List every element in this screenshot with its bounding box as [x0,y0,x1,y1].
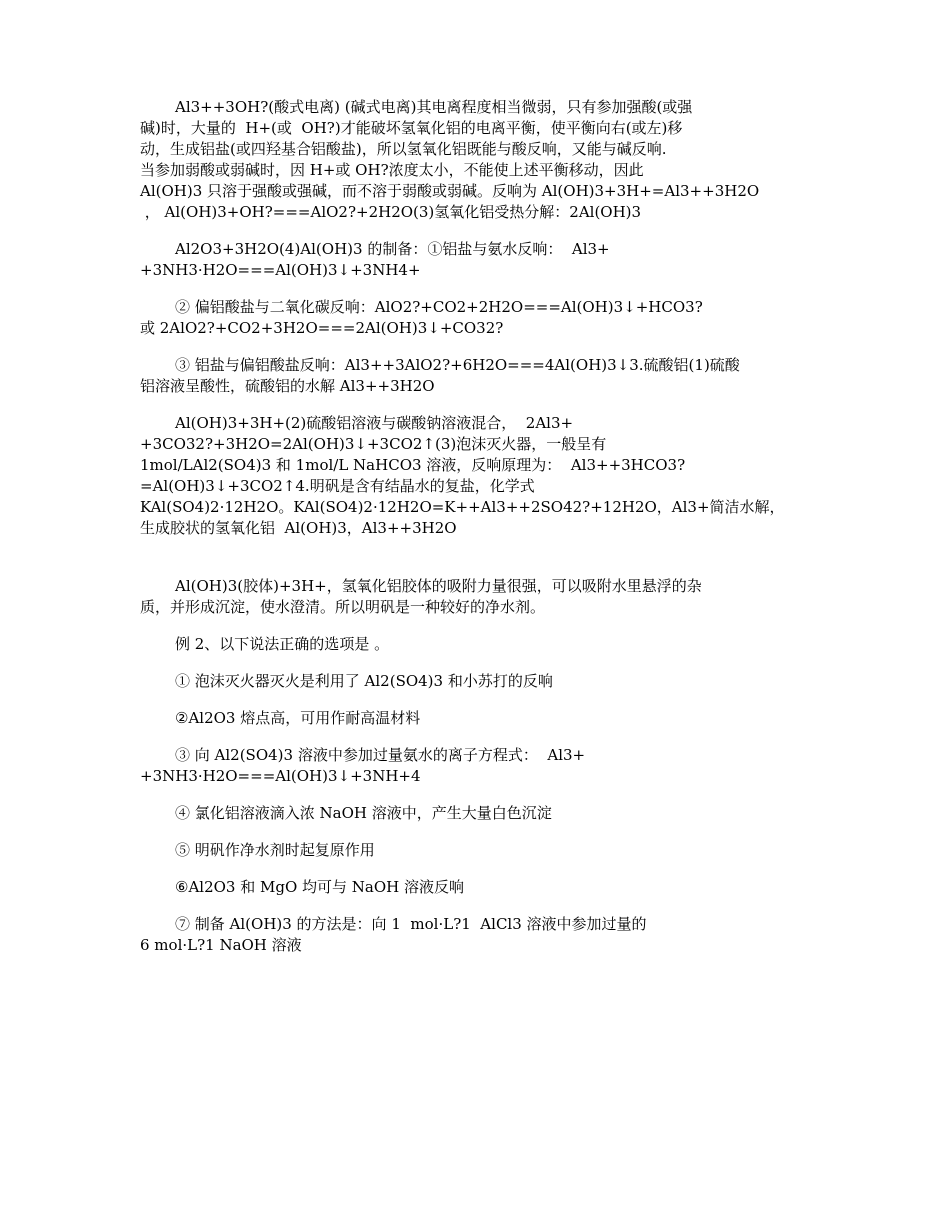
text-line: Al(OH)3+3H+(2)硫酸铝溶液与碳酸钠溶液混合， 2Al3+ [175,414,574,432]
text-line: Al2O3+3H2O(4)Al(OH)3 的制备：①铝盐与氨水反响： Al3+ [175,240,610,258]
text-line: +3NH3·H2O===Al(OH)3↓+3NH+4 [140,767,421,785]
paragraph-1 [140,97,805,223]
option-1 [140,671,805,692]
text-line: +3NH3·H2O===Al(OH)3↓+3NH4+ [140,261,421,279]
option-7 [140,914,805,956]
text-line: 碱)时，大量的 H+(或 OH?)才能破坏氢氧化铝的电离平衡，使平衡向右(或左)移 [140,119,683,137]
text-line: ⑦ 制备 Al(OH)3 的方法是：向 1 mol·L?1 AlCl3 溶液中参加过量的 [175,915,647,933]
text-line: ②Al2O3 熔点高，可用作耐高温材料 [175,709,421,727]
text-line: ⑥Al2O3 和 MgO 均可与 NaOH 溶液反响 [175,878,465,896]
text-line: 生成胶状的氢氧化铝 Al(OH)3，Al3++3H2O [140,519,457,537]
document-body [140,97,805,972]
paragraph-6 [140,576,805,618]
text-line: 6 mol·L?1 NaOH 溶液 [140,936,302,954]
text-line: =Al(OH)3↓+3CO2↑4.明矾是含有结晶水的复盐，化学式 [140,477,535,495]
text-line: 1mol/LAl2(SO4)3 和 1mol/L NaHCO3 溶液，反响原理为： Al3++3HCO3? [140,456,686,474]
option-3 [140,745,805,787]
text-line: Al3++3OH?(酸式电离) (碱式电离)其电离程度相当微弱，只有参加强酸(或强 [175,98,693,116]
text-line: 或 2AlO2?+CO2+3H2O===2Al(OH)3↓+CO32? [140,319,504,337]
text-line: ③ 向 Al2(SO4)3 溶液中参加过量氨水的离子方程式： Al3+ [175,746,586,764]
text-line: Al(OH)3 只溶于强酸或强碱，而不溶于弱酸或弱碱。反响为 Al(OH)3+3H+=Al3++3H2O [140,182,760,200]
text-line: 当参加弱酸或弱碱时，因 H+或 OH?浓度太小，不能使上述平衡移动，因此 [140,161,644,179]
text-line: 动，生成铝盐(或四羟基合铝酸盐)，所以氢氧化铝既能与酸反响，又能与碱反响. [140,140,667,158]
option-4 [140,803,805,824]
text-line: ① 泡沫灭火器灭火是利用了 Al2(SO4)3 和小苏打的反响 [175,672,553,690]
paragraph-3 [140,297,805,339]
text-line: ② 偏铝酸盐与二氧化碳反响：AlO2?+CO2+2H2O===Al(OH)3↓+HCO3? [175,298,703,316]
paragraph-5 [140,413,805,560]
option-5 [140,840,805,861]
text-line: ④ 氯化铝溶液滴入浓 NaOH 溶液中，产生大量白色沉淀 [175,804,552,822]
text-line: +3CO32?+3H2O=2Al(OH)3↓+3CO2↑(3)泡沫灭火器，一般呈有 [140,435,607,453]
text-line [140,539,805,560]
option-6 [140,877,805,898]
text-line: KAl(SO4)2·12H2O。KAl(SO4)2·12H2O=K++Al3++2SO42?+12H2O，Al3+简洁水解， [140,498,785,516]
text-line: Al(OH)3(胶体)+3H+，氢氧化铝胶体的吸附力量很强，可以吸附水里悬浮的杂 [175,577,702,595]
option-2 [140,708,805,729]
text-line: ③ 铝盐与偏铝酸盐反响：Al3++3AlO2?+6H2O===4Al(OH)3↓3.硫酸铝(1)硫酸 [175,356,740,374]
text-line: 例 2、以下说法正确的选项是 。 [175,635,390,653]
question-title [140,634,805,655]
text-line: 铝溶液呈酸性，硫酸铝的水解 Al3++3H2O [140,377,435,395]
text-line: ⑤ 明矾作净水剂时起复原作用 [175,841,375,859]
text-line: ， Al(OH)3+OH?===AlO2?+2H2O(3)氢氧化铝受热分解：2Al(OH)3 [140,203,642,221]
paragraph-2 [140,239,805,281]
text-line: 质，并形成沉淀，使水澄清。所以明矾是一种较好的净水剂。 [140,598,546,616]
paragraph-4 [140,355,805,397]
